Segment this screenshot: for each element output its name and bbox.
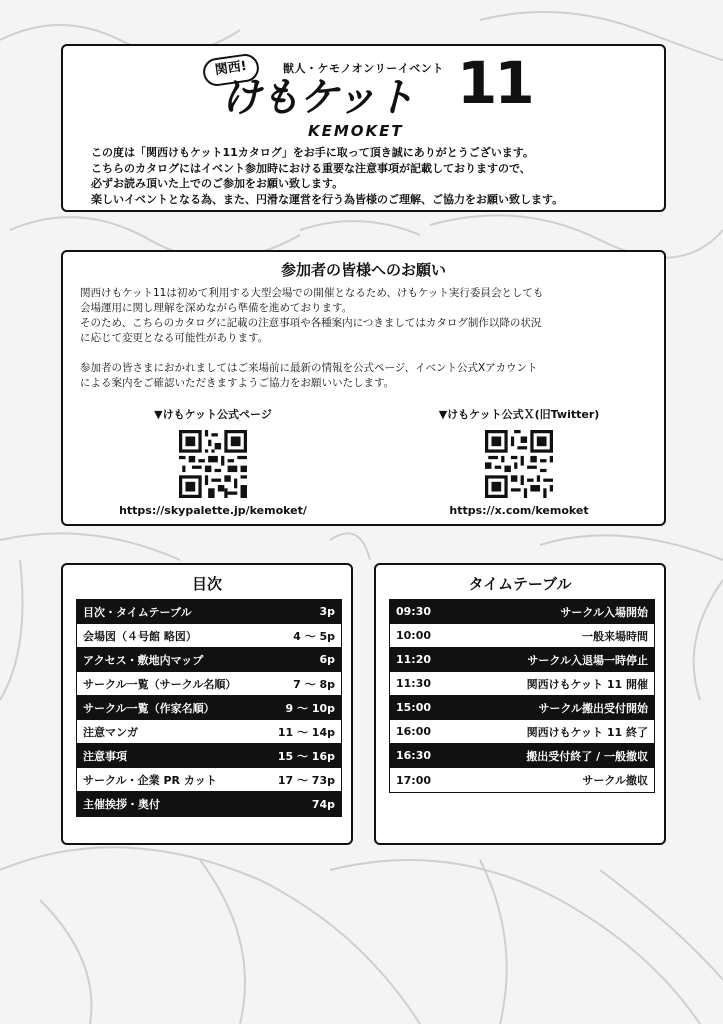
toc-label: 注意事項 xyxy=(83,749,127,763)
timetable-event: 一般来場時間 xyxy=(582,629,648,643)
official-page-url[interactable]: https://skypalette.jp/kemoket/ xyxy=(119,504,307,517)
intro-text xyxy=(91,145,661,207)
toc-panel xyxy=(61,563,353,845)
intro-line: 楽しいイベントとなる為、また、円滑な運営を行う為皆様のご理解、ご協力をお願い致します。 xyxy=(91,192,564,206)
toc-page: 17 ～ 73p xyxy=(277,773,335,787)
official-page-label: ▼けもケット公式ページ xyxy=(154,408,272,421)
timetable-event: 搬出受付終了 / 一般撤収 xyxy=(526,749,648,763)
toc-table xyxy=(76,599,342,817)
timetable-time: 11:20 xyxy=(396,653,432,666)
timetable-row xyxy=(390,648,654,672)
timetable-time: 16:00 xyxy=(396,725,432,738)
intro-line: この度は「関西けもケット11カタログ」をお手に取って頂き誠にありがとうございます。 xyxy=(91,146,534,159)
timetable-event: サークル撤収 xyxy=(582,774,648,787)
toc-page: 9 ～ 10p xyxy=(285,701,335,715)
toc-row[interactable] xyxy=(77,768,341,792)
notice-line: に応じて変更となる可能性があります。 xyxy=(80,332,269,344)
intro-line: こちらのカタログにはイベント参加時における重要な注意事項が記載しておりますので、 xyxy=(91,161,531,175)
toc-label: アクセス・敷地内マップ xyxy=(83,653,204,667)
x-account-link-block xyxy=(409,406,629,517)
x-account-url[interactable]: https://x.com/kemoket xyxy=(449,504,589,517)
timetable-row xyxy=(390,720,654,744)
timetable-row xyxy=(390,696,654,720)
timetable-row xyxy=(390,672,654,696)
qr-code-icon[interactable] xyxy=(179,430,247,498)
toc-page: 4 ～ 5p xyxy=(293,629,335,643)
timetable-time: 09:30 xyxy=(396,605,432,618)
notice-title: 参加者の皆様へのお願い xyxy=(280,261,446,279)
timetable-event: サークル入場開始 xyxy=(560,605,648,619)
toc-page: 74p xyxy=(311,797,335,811)
toc-page: 11 ～ 14p xyxy=(277,725,335,739)
timetable-time: 17:00 xyxy=(396,773,432,787)
timetable-row xyxy=(390,624,654,648)
intro-line: 必ずお読み頂いた上でのご参加をお願い致します。 xyxy=(91,177,344,190)
toc-row[interactable] xyxy=(77,696,341,720)
toc-label: 会場図（４号館 略図） xyxy=(83,629,197,643)
notice-line: そのため、こちらのカタログに記載の注意事項や各種案内につきましてはカタログ制作以降の状況 xyxy=(80,317,542,329)
timetable-time: 11:30 xyxy=(396,677,432,690)
notice-line: 参加者の皆さまにおかれましてはご来場前に最新の情報を公式ページ、イベント公式Xアカウント xyxy=(80,362,538,374)
logo-badge: 関西! xyxy=(201,52,260,88)
timetable-event: サークル入退場一時停止 xyxy=(527,653,648,667)
notice-line: 関西けもケット11は初めて利用する大型会場での開催となるため、けもケット実行委員会としても xyxy=(80,287,544,299)
toc-row[interactable] xyxy=(77,600,341,624)
timetable-panel xyxy=(374,563,666,845)
toc-label: サークル・企業 PR カット xyxy=(83,773,217,787)
x-account-label: ▼けもケット公式Ｘ(旧Twitter) xyxy=(438,408,600,421)
toc-label: 主催挨拶・奥付 xyxy=(83,798,160,811)
header-panel xyxy=(61,44,666,212)
timetable-time: 15:00 xyxy=(396,701,432,714)
timetable-row xyxy=(390,744,654,768)
toc-row[interactable] xyxy=(77,720,341,744)
logo-number: 11 xyxy=(457,49,532,117)
qr-code-icon[interactable] xyxy=(485,430,553,498)
timetable-row xyxy=(390,768,654,792)
timetable-event: サークル搬出受付開始 xyxy=(538,701,648,715)
toc-row[interactable] xyxy=(77,624,341,648)
toc-label: サークル一覧（サークル名順） xyxy=(83,677,237,691)
logo-subtitle: 獣人・ケモノオンリーイベント xyxy=(283,62,444,75)
toc-page: 15 ～ 16p xyxy=(277,749,335,763)
toc-label: サークル一覧（作家名順） xyxy=(83,701,215,715)
timetable-row xyxy=(390,600,654,624)
timetable-title: タイムテーブル xyxy=(468,575,572,593)
notice-panel xyxy=(61,250,666,526)
toc-row[interactable] xyxy=(77,648,341,672)
toc-label: 目次・タイムテーブル xyxy=(83,605,192,619)
notice-line: による案内をご確認いただきますようご協力をお願いいたします。 xyxy=(80,377,395,389)
toc-row[interactable] xyxy=(77,672,341,696)
timetable-event: 関西けもケット 11 開催 xyxy=(526,677,648,691)
timetable-time: 10:00 xyxy=(396,629,432,642)
toc-page: 7 ～ 8p xyxy=(293,677,335,691)
toc-row[interactable] xyxy=(77,792,341,816)
timetable-table xyxy=(389,599,655,793)
timetable-time: 16:30 xyxy=(396,749,432,762)
toc-label: 注意マンガ xyxy=(83,725,138,739)
toc-row[interactable] xyxy=(77,744,341,768)
toc-page: 6p xyxy=(319,653,335,666)
notice-body xyxy=(80,286,655,391)
logo-text: けもケット xyxy=(221,75,414,121)
notice-line: 会場運用に関し理解を深めながら準備を進めております。 xyxy=(80,302,353,314)
timetable-event: 関西けもケット 11 終了 xyxy=(526,725,648,739)
logo-roman: KEMOKET xyxy=(308,122,404,140)
toc-page: 3p xyxy=(319,605,335,618)
official-page-link-block xyxy=(103,406,323,517)
toc-title: 目次 xyxy=(191,575,222,593)
